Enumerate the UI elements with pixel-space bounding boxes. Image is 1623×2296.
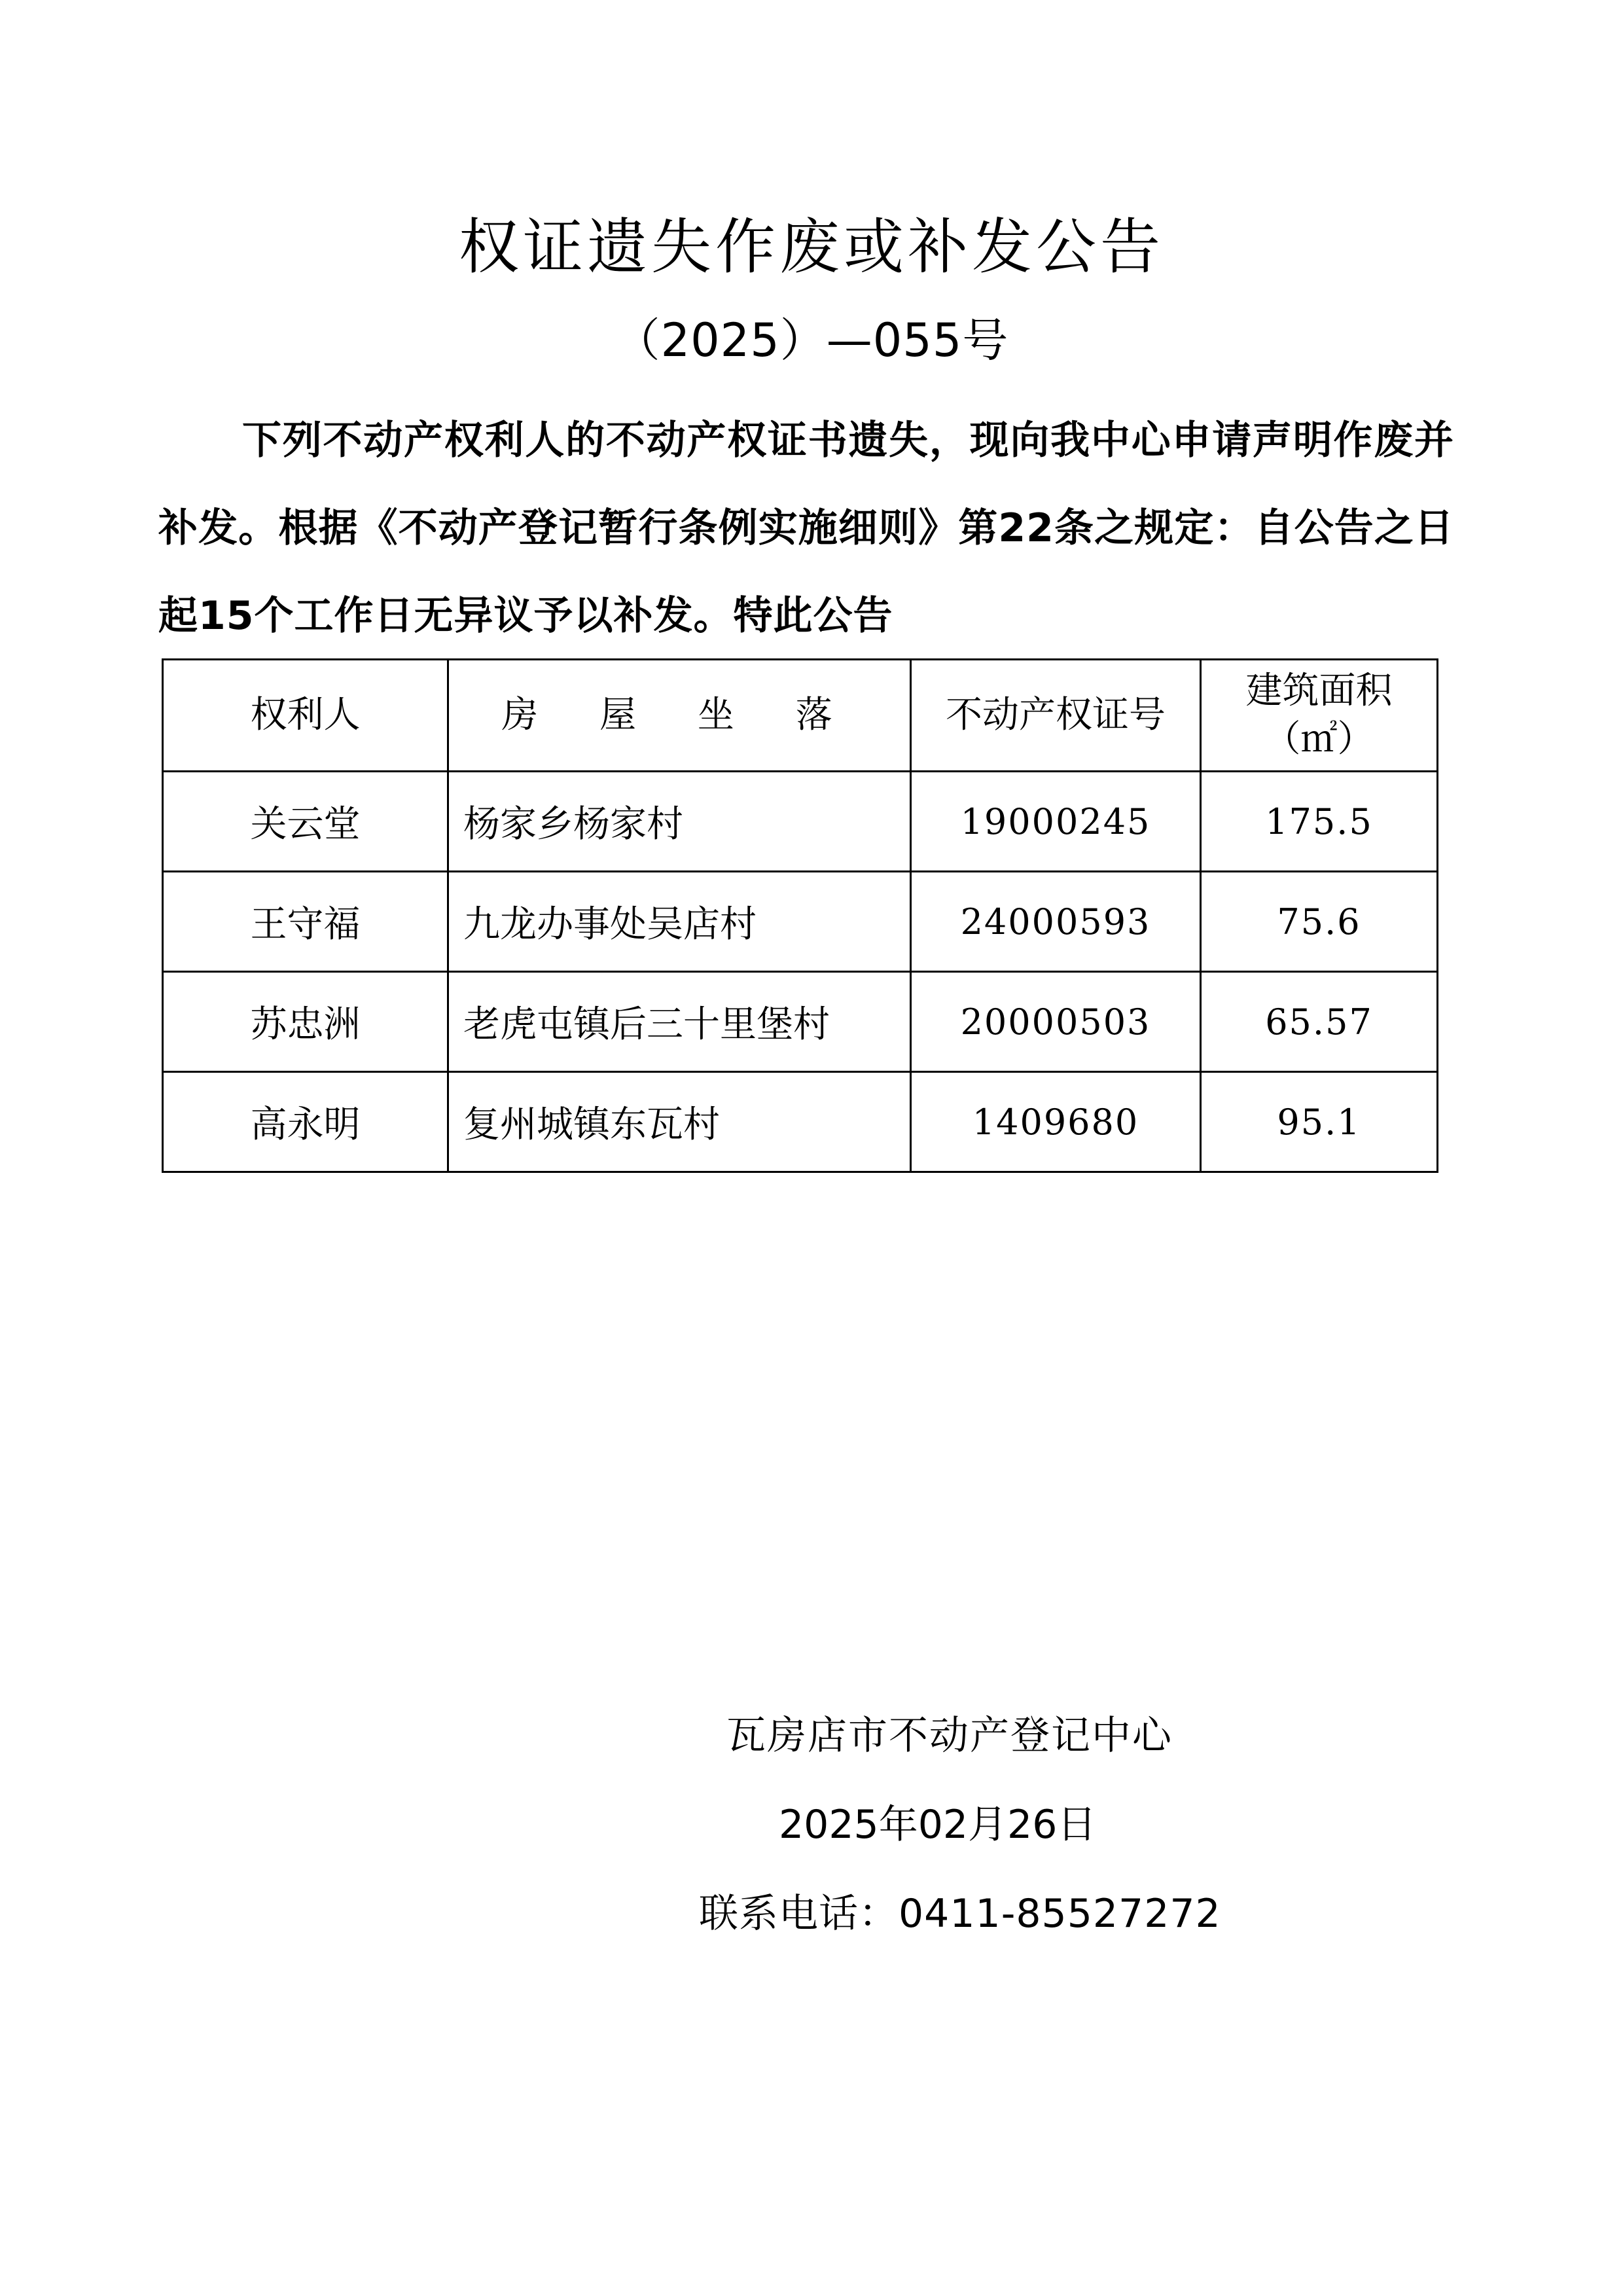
area-cell: 175.5 xyxy=(1201,772,1438,872)
location-cell: 杨家乡杨家村 xyxy=(448,772,911,872)
area-cell: 75.6 xyxy=(1201,872,1438,972)
lost-certificates-table xyxy=(162,658,1438,1173)
location-cell: 复州城镇东瓦村 xyxy=(448,1072,911,1172)
cert-number-cell: 1409680 xyxy=(911,1072,1201,1172)
notice-body: 下列不动产权利人的不动产权证书遗失，现向我中心申请声明作废并补发。根据《不动产登记暂行条例实施细则》第22条之规定：自公告之日起15个工作日无异议予以补发。特此公告 xyxy=(158,418,1454,639)
owner-cell: 关云堂 xyxy=(163,772,448,872)
table-row xyxy=(163,1072,1438,1172)
header-area-label: 建筑面积 xyxy=(1245,670,1393,712)
owner-cell: 高永明 xyxy=(163,1072,448,1172)
document-number: （2025）—055号 xyxy=(614,314,1009,367)
header-area xyxy=(1201,660,1438,772)
issuer-name: 瓦房店市不动产登记中心 xyxy=(726,1713,1173,1759)
issue-date: 2025年02月26日 xyxy=(779,1802,1097,1848)
area-cell: 95.1 xyxy=(1201,1072,1438,1172)
header-location-label: 房 屋 坐 落 xyxy=(501,694,857,736)
notice-title: 权证遗失作废或补发公告 xyxy=(458,212,1164,282)
table-row xyxy=(163,772,1438,872)
cert-number-cell: 19000245 xyxy=(911,772,1201,872)
header-cert-number: 不动产权证号 xyxy=(911,660,1201,772)
cert-number-cell: 24000593 xyxy=(911,872,1201,972)
owner-cell: 苏忠洲 xyxy=(163,972,448,1072)
location-cell: 老虎屯镇后三十里堡村 xyxy=(448,972,911,1072)
table-row xyxy=(163,972,1438,1072)
table-row xyxy=(163,872,1438,972)
header-owner: 权利人 xyxy=(163,660,448,772)
owner-cell: 王守福 xyxy=(163,872,448,972)
cert-number-cell: 20000503 xyxy=(911,972,1201,1072)
table-header-row xyxy=(163,660,1438,772)
contact-phone: 联系电话：0411-85527272 xyxy=(699,1891,1221,1937)
header-area-unit: （㎡） xyxy=(1264,718,1374,761)
header-location xyxy=(448,660,911,772)
area-cell: 65.57 xyxy=(1201,972,1438,1072)
location-cell: 九龙办事处吴店村 xyxy=(448,872,911,972)
